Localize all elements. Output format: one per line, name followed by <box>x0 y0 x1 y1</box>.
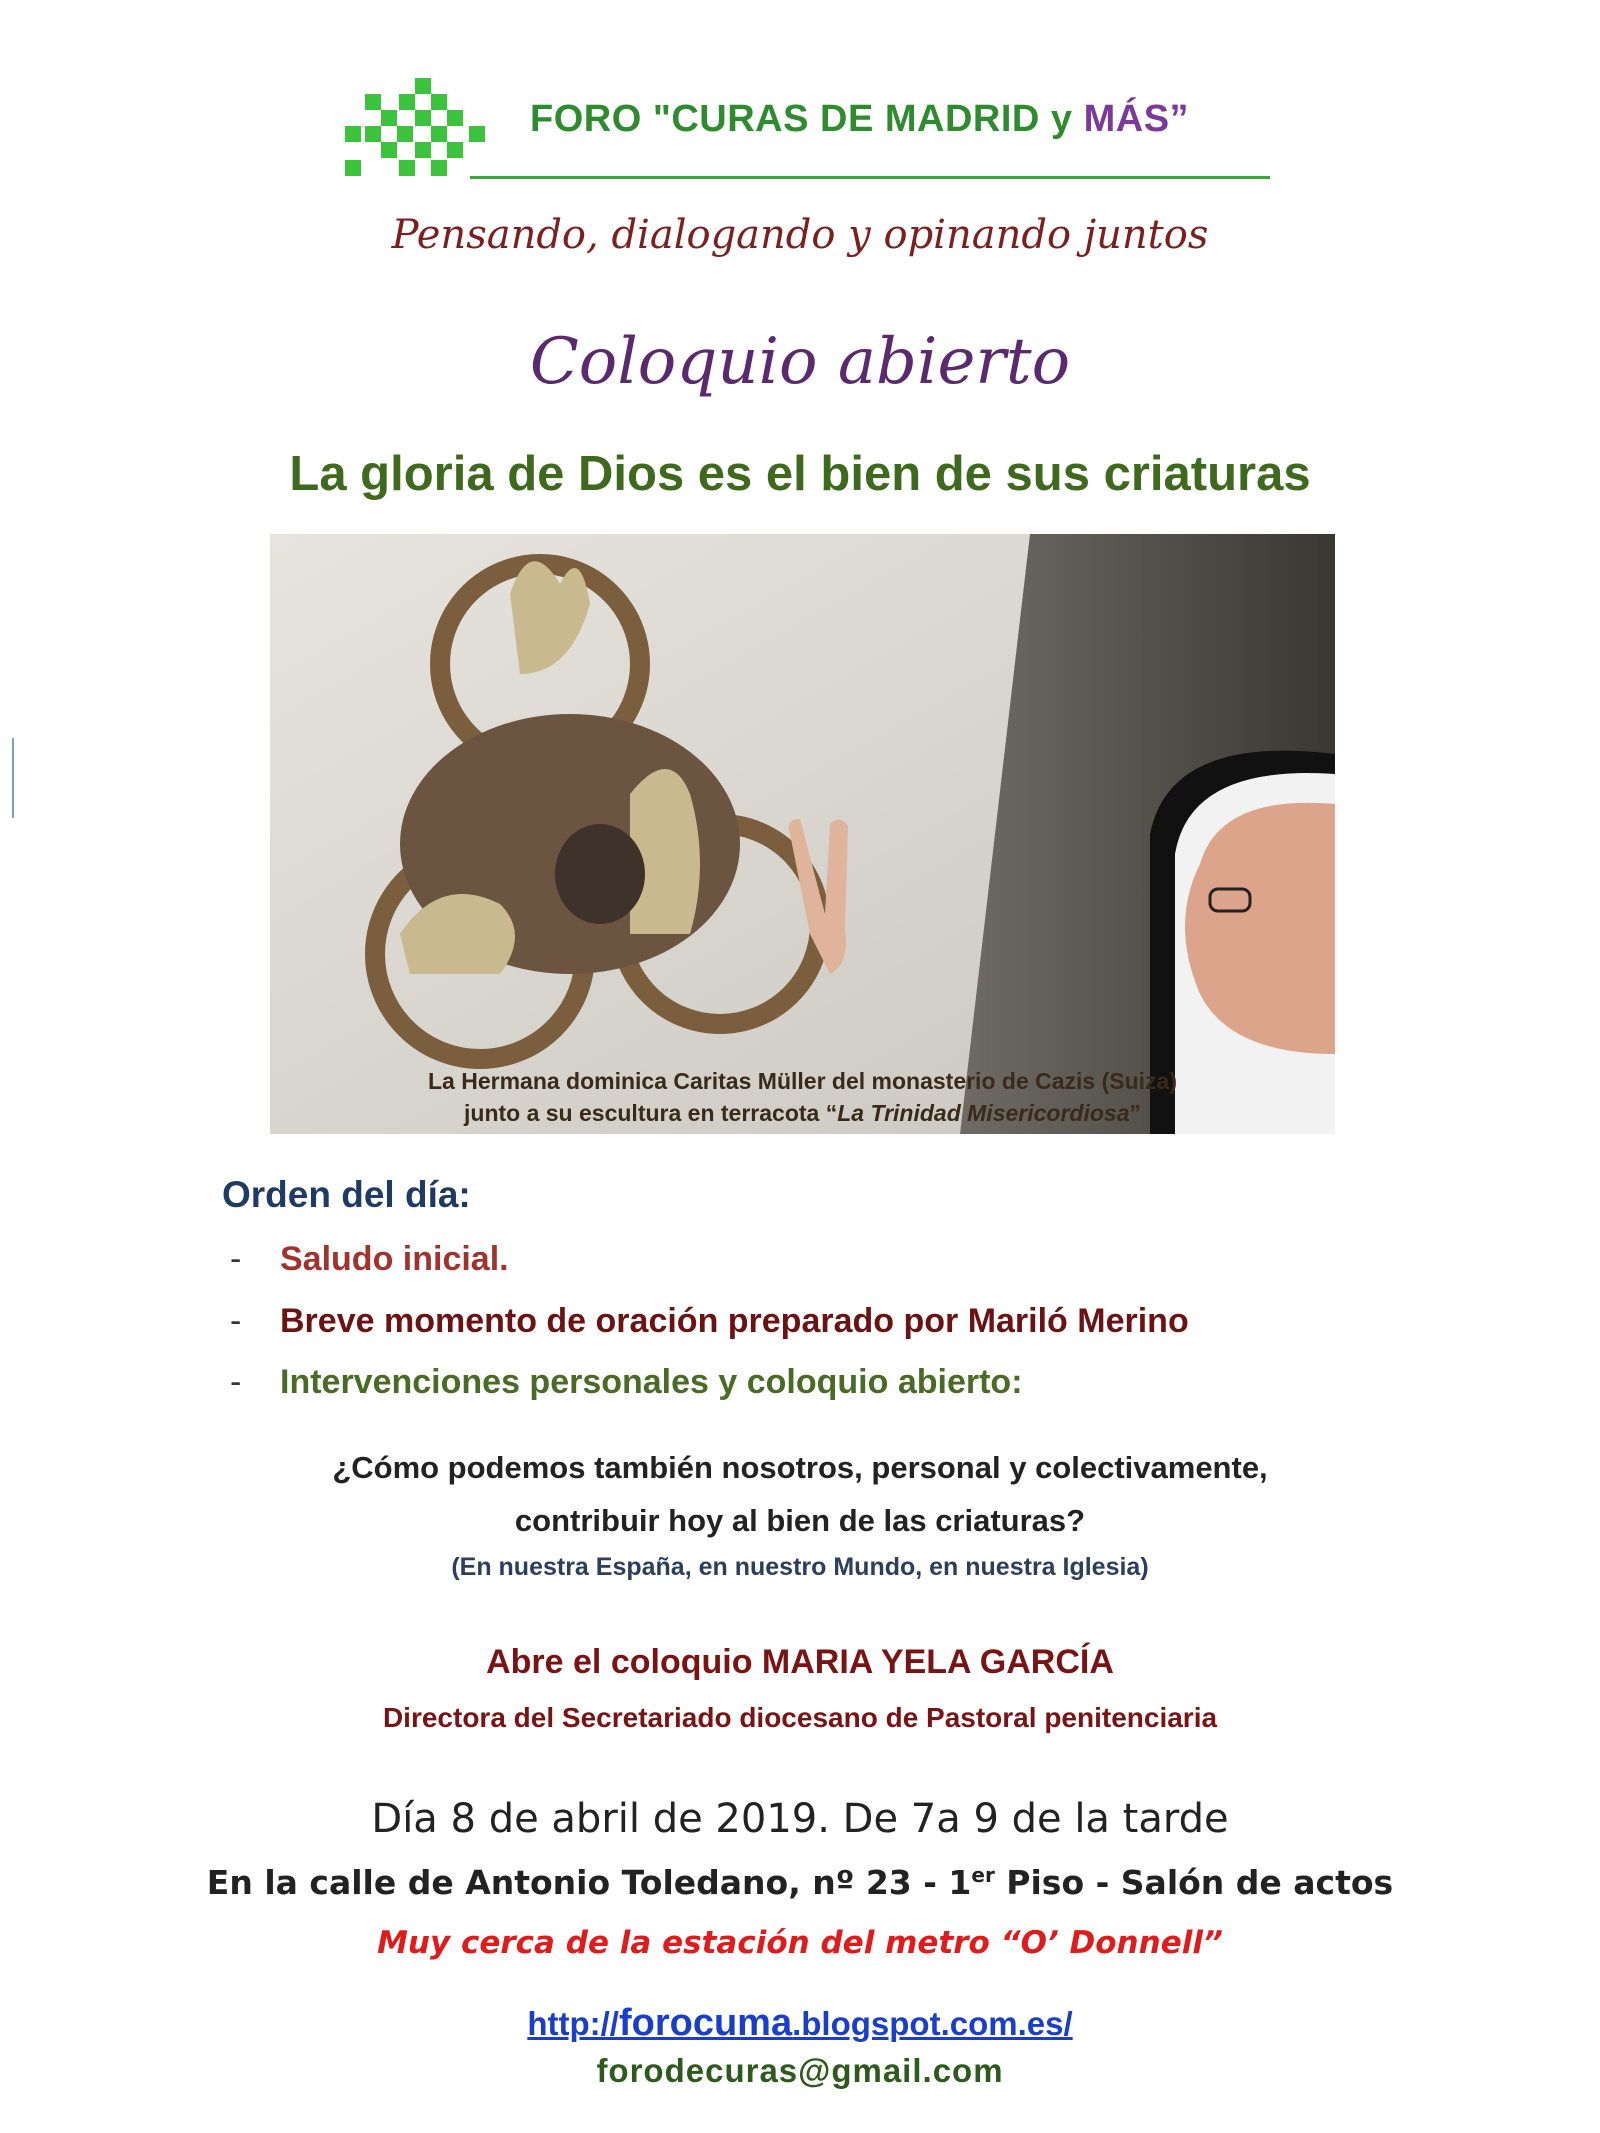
agenda-item: - Saludo inicial. <box>230 1240 509 1278</box>
event-title: La gloria de Dios es el bien de sus criaturas <box>289 447 1311 501</box>
blog-link[interactable]: http://forocuma.blogspot.com.es/ <box>527 2002 1073 2044</box>
photo-caption <box>270 1065 1335 1129</box>
caption-line-1: La Hermana dominica Caritas Müller del monasterio de Cazis (Suiza) <box>428 1068 1177 1094</box>
discussion-question: contribuir hoy al bien de las criaturas? <box>514 1503 1086 1538</box>
sculpture-photo <box>270 534 1335 1134</box>
event-type-heading: Coloquio abierto <box>529 325 1071 399</box>
agenda-item: - Breve momento de oración preparado por Mariló Merino <box>230 1302 1189 1340</box>
margin-mark <box>12 738 14 818</box>
forum-name: FORO "CURAS DE MADRID y MÁS” <box>530 98 1190 140</box>
caption-line-2: junto a su escultura en terracota “La Trinidad Misericordiosa” <box>464 1100 1141 1126</box>
contact-email[interactable]: forodecuras@gmail.com <box>596 2052 1004 2089</box>
opener-role: Directora del Secretariado diocesano de Pastoral penitenciaria <box>382 1702 1218 1733</box>
discussion-question: ¿Cómo podemos también nosotros, personal y colectivamente, <box>332 1450 1268 1485</box>
event-date: Día 8 de abril de 2019. De 7a 9 de la tarde <box>371 1796 1229 1842</box>
opener-name: Abre el coloquio MARIA YELA GARCÍA <box>486 1643 1114 1681</box>
tagline: Pensando, dialogando y opinando juntos <box>391 212 1209 258</box>
forum-logo-icon <box>345 78 485 178</box>
agenda-item: - Intervenciones personales y coloquio abierto: <box>230 1363 1023 1401</box>
event-address: En la calle de Antonio Toledano, nº 23 - 1er Piso - Salón de actos <box>206 1863 1394 1902</box>
agenda-heading: Orden del día: <box>222 1174 471 1215</box>
metro-note: Muy cerca de la estación del metro “O’ Donnell” <box>377 1925 1223 1961</box>
discussion-scope: (En nuestra España, en nuestro Mundo, en nuestra Iglesia) <box>451 1553 1149 1581</box>
header-divider <box>470 176 1270 179</box>
